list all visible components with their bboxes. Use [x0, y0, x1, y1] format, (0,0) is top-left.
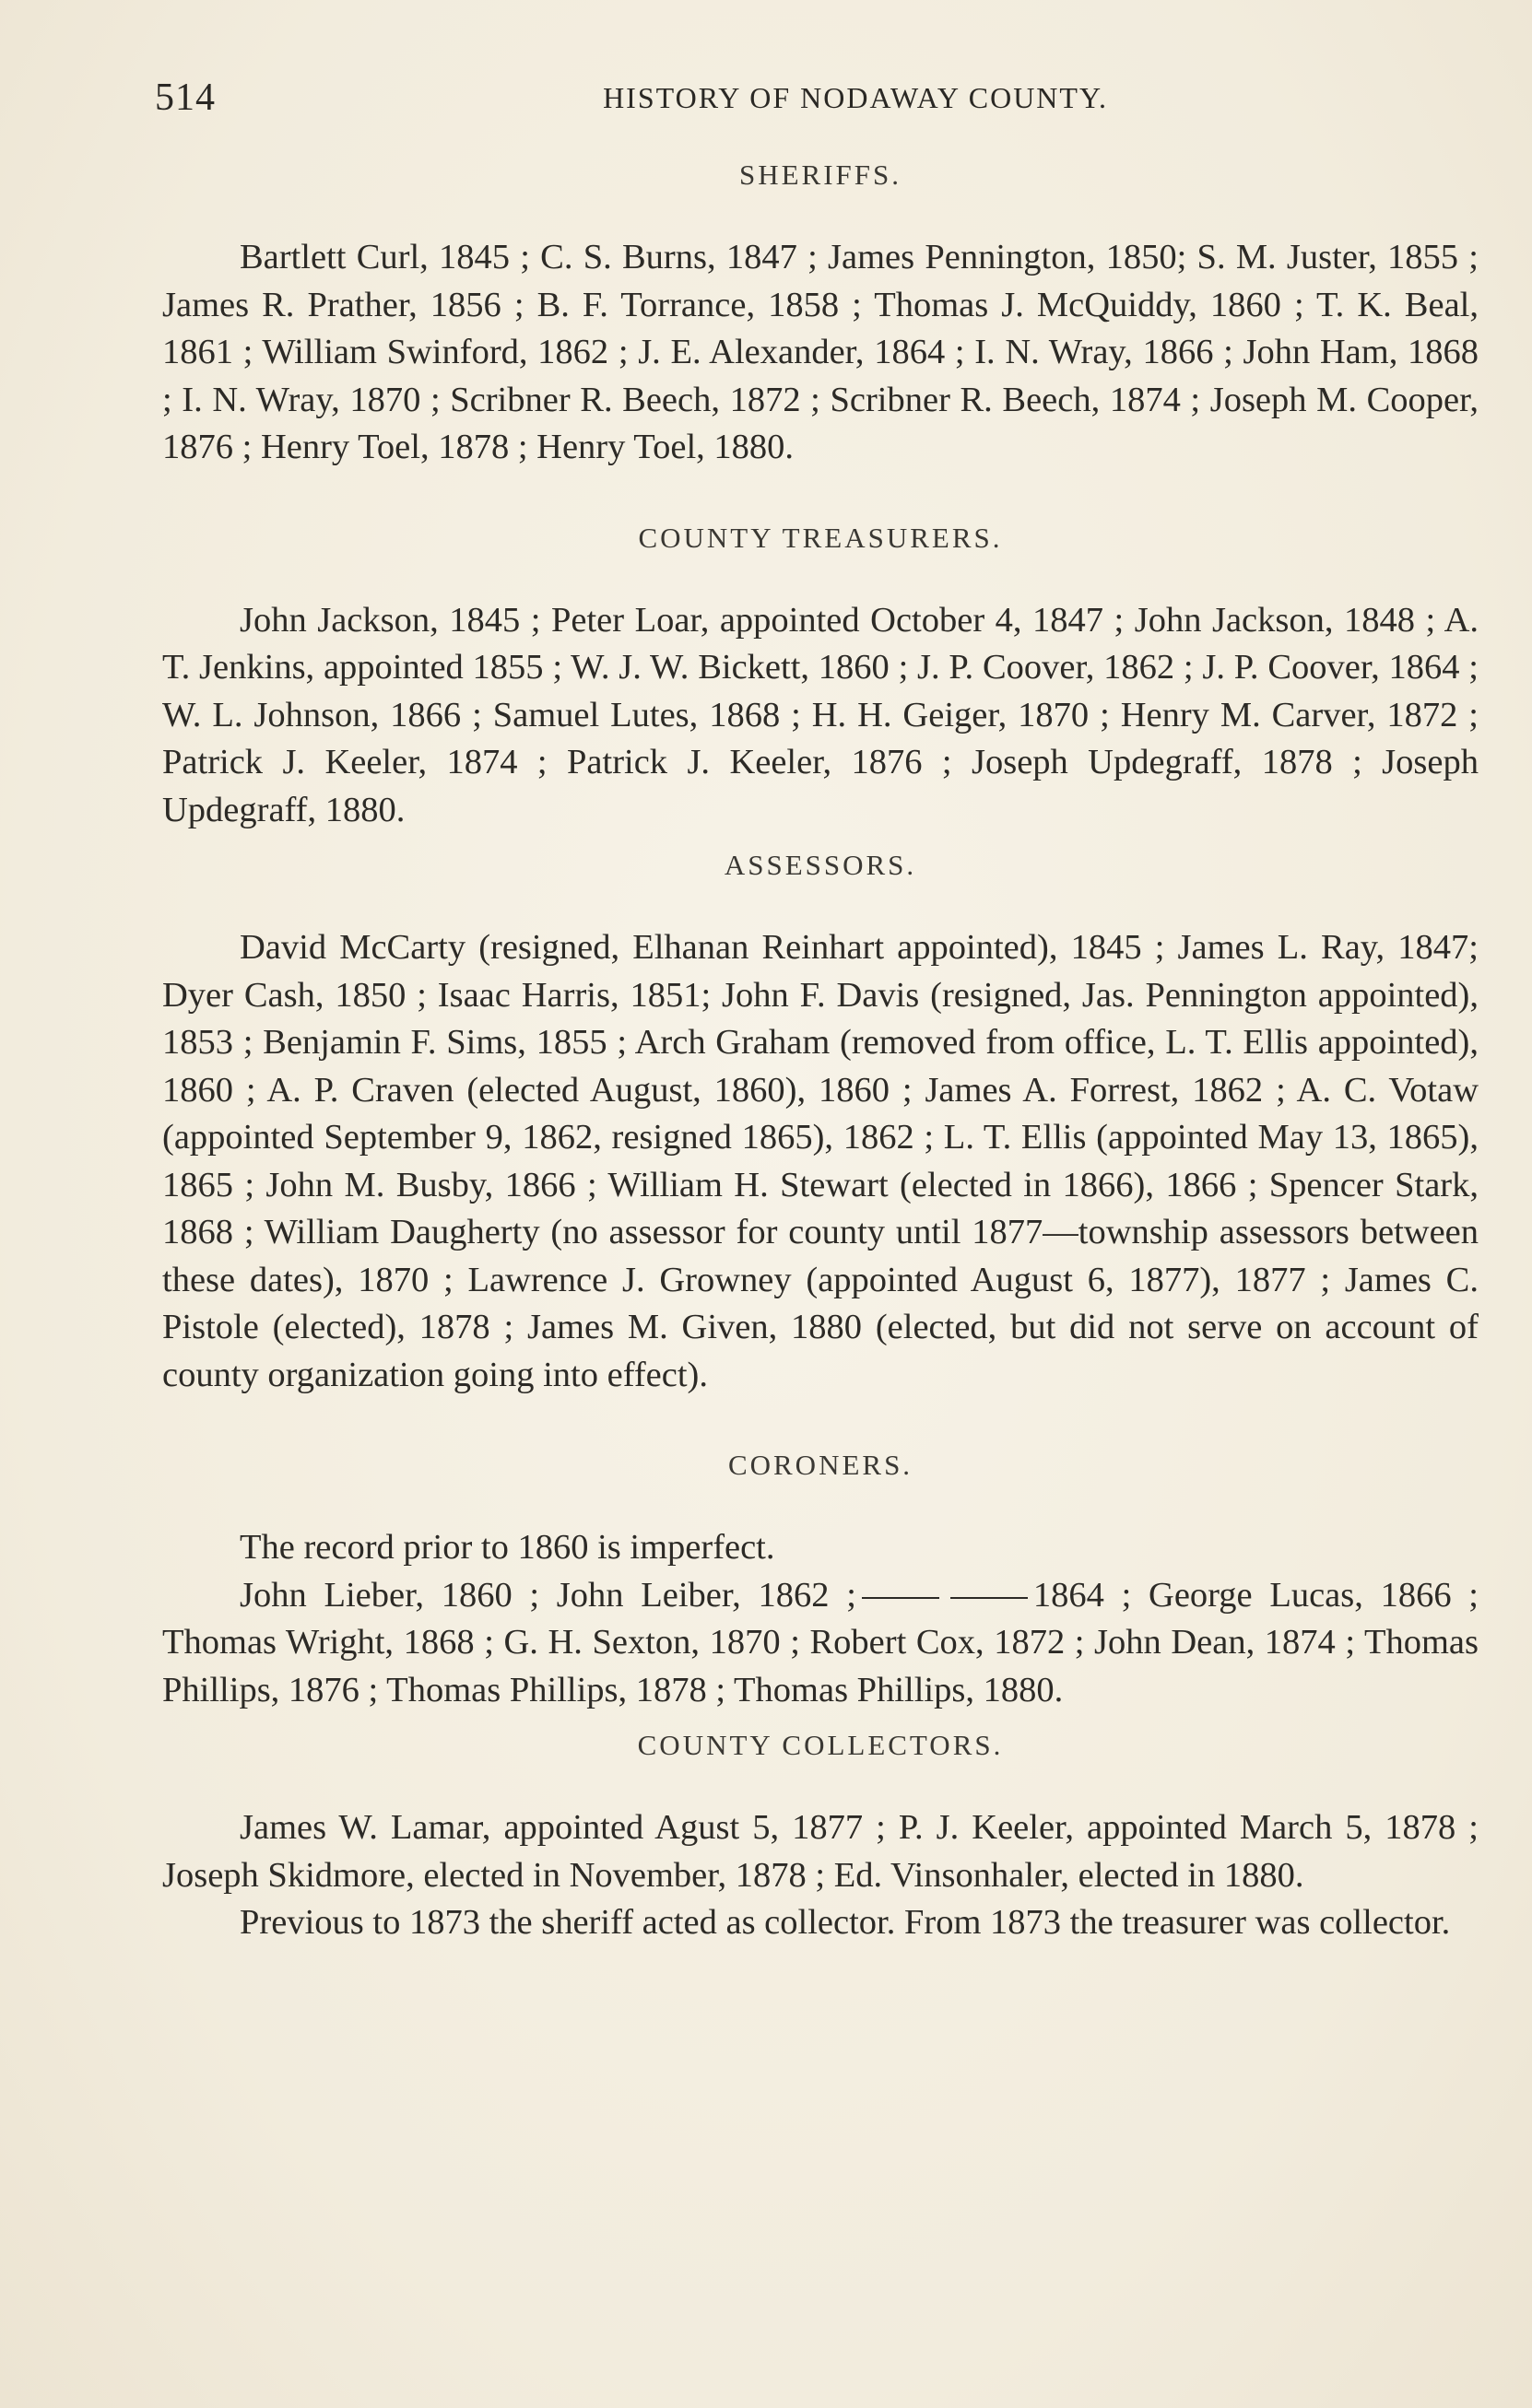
collectors-note: Previous to 1873 the sheriff acted as collector. From 1873 the treasurer was collector.: [240, 1903, 1451, 1942]
treasurers-list: John Jackson, 1845 ; Peter Loar, appointed October 4, 1847 ; John Jackson, 1848 ; A. T. Jenkins, appointed 1855 ; W. J. W. Bickett, 1860 ; J. P. Coover, 1862 ; J. P. Coover, 1864 ; W. L. Johnson, 1866 ; Samuel Lutes, 1868 ; H. H. Geiger, 1870 ; Henry M. Carver, 1872 ; Patrick J. Keeler, 1874 ; Patrick J. Keeler, 1876 ; Joseph Updegraff, 1878 ; Joseph Updegraff, 1880.: [162, 600, 1479, 829]
missing-name-dash: [862, 1597, 939, 1599]
heading-coroners: CORONERS.: [727, 1449, 913, 1481]
coroners-note: The record prior to 1860 is imperfect.: [240, 1528, 775, 1567]
missing-name-dash-2: [950, 1597, 1028, 1599]
coroners-list: [162, 1572, 1479, 1715]
heading-county-collectors: COUNTY COLLECTORS.: [637, 1729, 1004, 1761]
coroners-text-after-dash: 1864 ; George Lucas, 1866 ; Thomas Wright, 1868 ; G. H. Sexton, 1870 ; Robert Cox, 1872 ; John Dean, 1874 ; Thomas Phillips, 1876 ; Thomas Phillips, 1878 ; Thomas Phillips, 1880.: [162, 1575, 1479, 1709]
heading-sheriffs: SHERIFFS.: [738, 159, 902, 191]
running-head: [155, 76, 1482, 122]
assessors-list: David McCarty (resigned, Elhanan Reinhart appointed), 1845 ; James L. Ray, 1847; Dyer Cash, 1850 ; Isaac Harris, 1851; John F. Davis (resigned, Jas. Pennington appointed), 1853 ; Benjamin F. Sims, 1855 ; Arch Graham (removed from office, L. T. Ellis appointed), 1860 ; A. P. Craven (elected August, 1860), 1860 ; James A. Forrest, 1862 ; A. C. Votaw (appointed September 9, 1862, resigned 1865), 1862 ; L. T. Ellis (appointed May 13, 1865), 1865 ; John M. Busby, 1866 ; William H. Stewart (elected in 1866), 1866 ; Spencer Stark, 1868 ; William Daugherty (no assessor for county until 1877—township assessors between these dates), 1870 ; Lawrence J. Growney (appointed August 6, 1877), 1877 ; James C. Pistole (elected), 1878 ; James M. Given, 1880 (elected, but did not serve on account of county organization going into effect).: [162, 928, 1479, 1394]
page-number: 514: [155, 76, 216, 119]
book-title: HISTORY OF NODAWAY COUNTY.: [603, 81, 1108, 114]
heading-assessors: ASSESSORS.: [724, 849, 917, 881]
collectors-list: James W. Lamar, appointed Agust 5, 1877 ; P. J. Keeler, appointed March 5, 1878 ; Joseph Skidmore, elected in November, 1878 ; Ed. Vinsonhaler, elected in 1880.: [162, 1808, 1479, 1895]
sheriffs-list: Bartlett Curl, 1845 ; C. S. Burns, 1847 ; James Pennington, 1850; S. M. Juster, 1855 ; James R. Prather, 1856 ; B. F. Torrance, 1858 ; Thomas J. McQuiddy, 1860 ; T. K. Beal, 1861 ; William Swinford, 1862 ; J. E. Alexander, 1864 ; I. N. Wray, 1866 ; John Ham, 1868 ; I. N. Wray, 1870 ; Scribner R. Beech, 1872 ; Scribner R. Beech, 1874 ; Joseph M. Cooper, 1876 ; Henry Toel, 1878 ; Henry Toel, 1880.: [162, 238, 1479, 466]
page-content: [162, 159, 1479, 1947]
coroners-text-before-dash: John Lieber, 1860 ; John Leiber, 1862 ;: [240, 1575, 856, 1615]
heading-county-treasurers: COUNTY TREASURERS.: [638, 521, 1003, 554]
